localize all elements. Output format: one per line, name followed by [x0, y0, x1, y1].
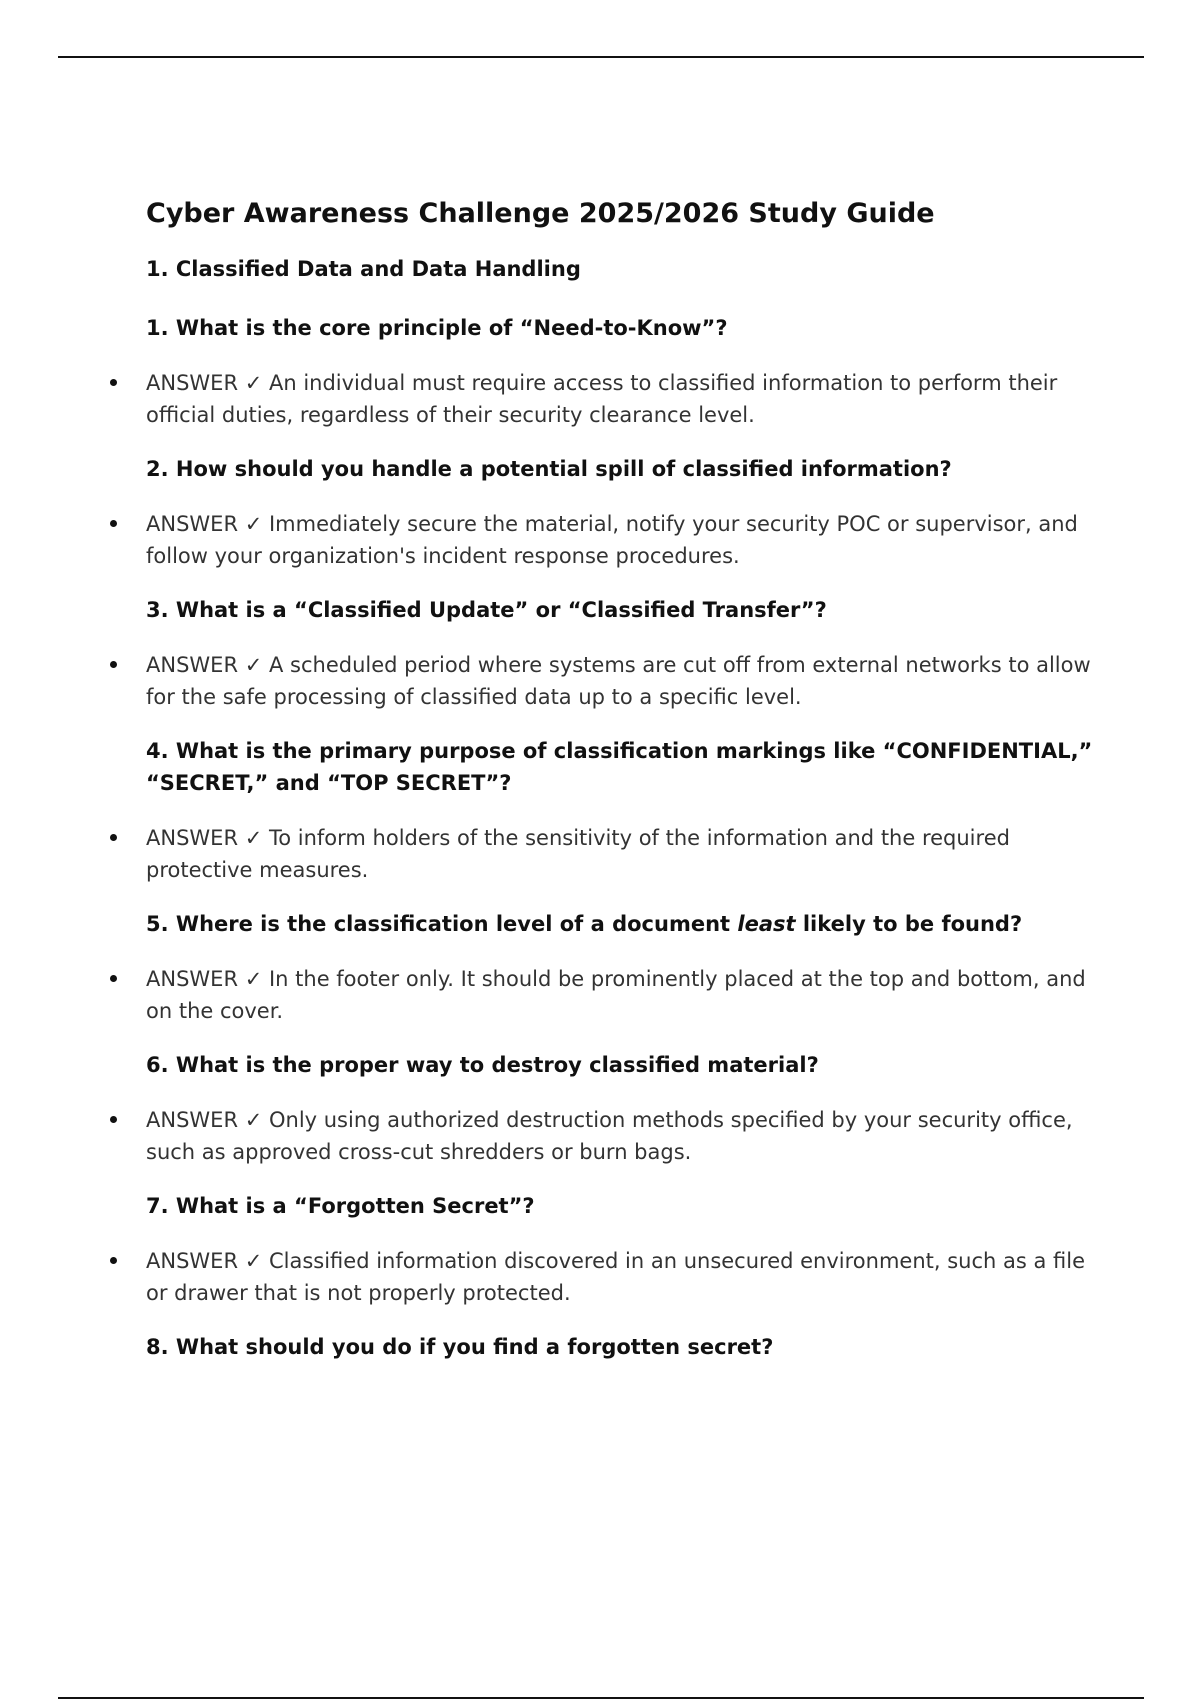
answer: ANSWER ✓ A scheduled period where systems are cut off from external networks to allow for the safe processing of classified data up to a specific level.: [146, 649, 1101, 713]
question: 3. What is a “Classified Update” or “Classified Transfer”?: [146, 597, 827, 622]
answer: ANSWER ✓ An individual must require access to classified information to perform their official duties, regardless of their security clearance level.: [146, 367, 1101, 431]
answer: ANSWER ✓ Classified information discovered in an unsecured environment, such as a file or drawer that is not properly protected.: [146, 1245, 1101, 1309]
bullet-icon: [110, 1116, 117, 1123]
answer: ANSWER ✓ Only using authorized destruction methods specified by your security office, such as approved cross-cut shredders or burn bags.: [146, 1104, 1101, 1168]
qa-item-7: [146, 1190, 1106, 1309]
qa-item-8: [146, 1331, 1106, 1363]
question: 8. What should you do if you find a forgotten secret?: [146, 1334, 774, 1359]
bottom-rule: [58, 1697, 1144, 1699]
bullet-icon: [110, 520, 117, 527]
document-body: [146, 198, 1106, 1386]
bullet-icon: [110, 975, 117, 982]
qa-item-4: [146, 735, 1106, 886]
answer: ANSWER ✓ In the footer only. It should be prominently placed at the top and bottom, and on the cover.: [146, 963, 1101, 1027]
bullet-icon: [110, 379, 117, 386]
bullet-icon: [110, 834, 117, 841]
qa-item-3: [146, 594, 1106, 713]
question: 7. What is a “Forgotten Secret”?: [146, 1193, 535, 1218]
question: 6. What is the proper way to destroy classified material?: [146, 1052, 819, 1077]
answer: ANSWER ✓ To inform holders of the sensitivity of the information and the required protective measures.: [146, 822, 1101, 886]
qa-item-5: [146, 908, 1106, 1027]
question: 2. How should you handle a potential spill of classified information?: [146, 456, 952, 481]
qa-item-6: [146, 1049, 1106, 1168]
question: 5. Where is the classification level of a document least likely to be found?: [146, 911, 1023, 936]
qa-item-1: [146, 312, 1106, 431]
answer: ANSWER ✓ Immediately secure the material, notify your security POC or supervisor, and follow your organization's incident response procedures.: [146, 508, 1101, 572]
document-title: Cyber Awareness Challenge 2025/2026 Study Guide: [146, 198, 935, 229]
question: 4. What is the primary purpose of classification markings like “CONFIDENTIAL,” “SECRET,” and “TOP SECRET”?: [146, 738, 1093, 795]
question: 1. What is the core principle of “Need-to-Know”?: [146, 315, 728, 340]
qa-item-2: [146, 453, 1106, 572]
bullet-icon: [110, 1257, 117, 1264]
bullet-icon: [110, 661, 117, 668]
top-rule: [58, 56, 1144, 58]
section-heading: 1. Classified Data and Data Handling: [146, 257, 581, 282]
